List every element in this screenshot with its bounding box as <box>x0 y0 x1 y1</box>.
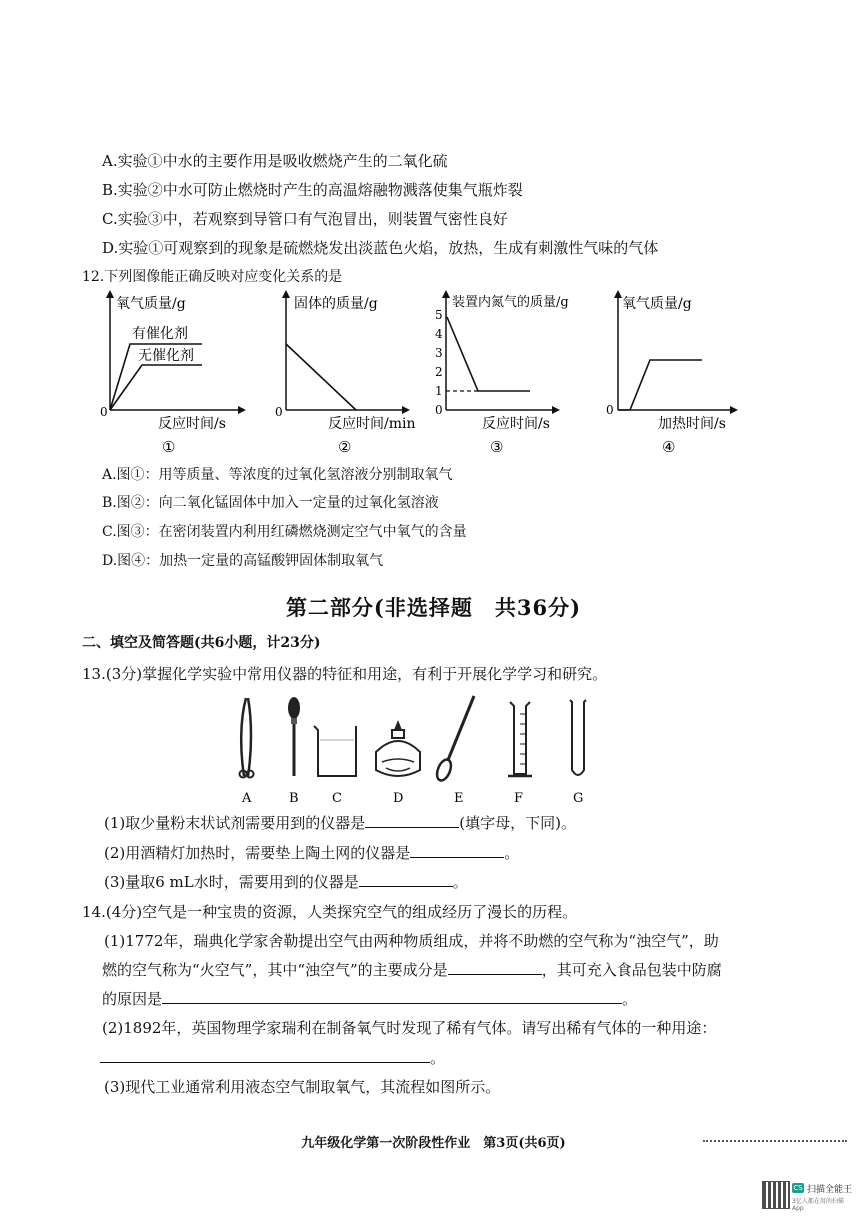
q13-sub1 <box>104 813 576 833</box>
q13-sub1-text: (1)取少量粉末状试剂需要用到的仪器是 <box>104 814 366 832</box>
chart-2-x-arrow <box>402 406 410 414</box>
q14-line2-rest: ，其可充入食品包装中防腐 <box>541 961 722 979</box>
chart-4-origin: 0 <box>606 403 614 417</box>
q14-line5-end: 。 <box>430 1049 446 1067</box>
chart-2-origin: 0 <box>275 405 283 419</box>
chart-3-series <box>447 317 530 391</box>
q14-line6: (3)现代工业通常利用液态空气制取氧气，其流程如图所示。 <box>104 1078 501 1096</box>
q14-line3-end: 。 <box>622 990 638 1008</box>
chart-1-xlabel: 反应时间/s <box>158 416 226 432</box>
chart-3-origin: 0 <box>435 403 443 417</box>
chart-1-series-no-catalyst <box>110 365 202 410</box>
instrument-label-b: B <box>289 791 299 806</box>
chart-4-y-arrow <box>614 290 622 298</box>
camscanner-logo-icon: CS <box>793 1184 803 1192</box>
instrument-label-g: G <box>573 791 584 806</box>
chart-3-ytick-2: 2 <box>435 365 443 379</box>
q14-line3 <box>102 989 637 1009</box>
chart-2-y-arrow <box>282 290 290 298</box>
q13-instruments-svg <box>226 690 626 810</box>
chart-2-caption: ② <box>338 438 352 456</box>
instrument-a-tongs-icon <box>240 698 254 778</box>
chart-1-series-label-catalyst: 有催化剂 <box>132 326 188 342</box>
q12-option-b: B.图②：向二氧化锰固体中加入一定量的过氧化氢溶液 <box>102 495 439 511</box>
scanner-watermark <box>762 1181 852 1217</box>
scanner-tagline: 3亿人都在用的扫描App <box>792 1198 844 1212</box>
qr-code-icon <box>762 1181 790 1209</box>
q12-stem: 12.下列图像能正确反映对应变化关系的是 <box>82 269 343 285</box>
chart-4-series <box>618 360 702 410</box>
page-footer: 九年级化学第一次阶段性作业 第3页(共6页) <box>301 1136 566 1151</box>
instrument-c-beaker-icon <box>314 726 356 776</box>
chart-3-caption: ③ <box>490 438 504 456</box>
q13-sub1-note: (填字母，下同)。 <box>459 814 576 832</box>
q14-line3-text: 的原因是 <box>102 990 163 1008</box>
chart-1-svg <box>98 288 248 458</box>
q13-sub3-text: (3)量取6 mL水时，需要用到的仪器是 <box>104 873 359 891</box>
q13-sub3 <box>104 872 468 892</box>
chart-1-series-label-no-catalyst: 无催化剂 <box>138 348 194 364</box>
instrument-d-alcohol-lamp-icon <box>376 720 420 776</box>
chart-1-x-arrow <box>238 406 246 414</box>
chart-3-ytick-4: 4 <box>435 327 443 341</box>
chart-1 <box>98 288 248 458</box>
q14-stem: 14.(4分)空气是一种宝贵的资源，人类探究空气的组成经历了漫长的历程。 <box>82 903 578 921</box>
q11-option-d: D.实验①可观察到的现象是硫燃烧发出淡蓝色火焰，放热，生成有刺激性气味的气体 <box>102 239 659 257</box>
chart-4-ylabel: 氧气质量/g <box>622 296 692 312</box>
q14-line2 <box>102 960 722 980</box>
q14-line4: (2)1892年，英国物理学家瑞利在制备氧气时发现了稀有气体。请写出稀有气体的一种用途： <box>102 1019 717 1037</box>
chart-3-ytick-1: 1 <box>435 384 443 398</box>
instrument-f-cylinder-icon <box>508 702 532 776</box>
instrument-b-dropper-icon <box>288 697 300 776</box>
chart-2-series <box>286 344 356 410</box>
q11-option-b: B.实验②中水可防止燃烧时产生的高温熔融物溅落使集气瓶炸裂 <box>102 181 523 199</box>
scanner-app-name: 扫描全能王 <box>807 1185 853 1195</box>
section-title: 第二部分(非选择题 共36分) <box>285 595 582 620</box>
chart-4 <box>600 288 750 458</box>
chart-3-y-arrow <box>442 290 450 298</box>
q13-sub2 <box>104 843 519 863</box>
q12-option-d: D.图④：加热一定量的高锰酸钾固体制取氧气 <box>102 553 384 569</box>
q11-option-a: A.实验①中水的主要作用是吸收燃烧产生的二氧化硫 <box>102 152 448 170</box>
part2-heading: 二、填空及简答题(共6小题，计23分) <box>82 635 321 651</box>
chart-4-x-arrow <box>730 406 738 414</box>
chart-4-svg <box>600 288 750 458</box>
q14-line1: (1)1772年，瑞典化学家舍勒提出空气由两种物质组成，并将不助燃的空气称为“浊空气”，助 <box>104 932 719 950</box>
instrument-label-c: C <box>332 791 342 806</box>
q13-sub2-answer-blank[interactable] <box>410 843 504 858</box>
instrument-label-e: E <box>454 791 464 806</box>
q14-reason-blank[interactable] <box>162 989 622 1004</box>
chart-1-ylabel: 氧气质量/g <box>116 296 186 312</box>
q13-sub1-answer-blank[interactable] <box>365 813 459 828</box>
q14-line2-text: 燃的空气称为“火空气”，其中“浊空气”的主要成分是 <box>102 961 448 979</box>
dotted-divider <box>703 1140 847 1142</box>
chart-3-x-arrow <box>552 406 560 414</box>
instrument-g-test-tube-icon <box>570 700 586 775</box>
instrument-label-a: A <box>242 791 252 806</box>
chart-3-ylabel: 装置内氮气的质量/g <box>452 295 569 310</box>
q13-sub2-end: 。 <box>504 844 520 862</box>
instrument-label-d: D <box>393 791 404 806</box>
chart-2 <box>270 288 420 458</box>
chart-3 <box>430 288 590 458</box>
chart-3-xlabel: 反应时间/s <box>482 416 550 432</box>
instrument-label-f: F <box>514 791 524 806</box>
chart-1-caption: ① <box>162 438 176 456</box>
chart-2-ylabel: 固体的质量/g <box>294 296 378 312</box>
chart-3-svg <box>430 288 590 458</box>
q12-option-c: C.图③：在密闭装置内利用红磷燃烧测定空气中氧气的含量 <box>102 524 467 540</box>
q12-option-a: A.图①：用等质量、等浓度的过氧化氢溶液分别制取氧气 <box>102 467 453 483</box>
instrument-e-spoon-icon <box>434 696 474 782</box>
q13-sub2-text: (2)用酒精灯加热时，需要垫上陶土网的仪器是 <box>104 844 411 862</box>
chart-3-ytick-5: 5 <box>435 308 443 322</box>
q13-sub3-end: 。 <box>452 873 468 891</box>
q11-option-c: C.实验③中，若观察到导管口有气泡冒出，则装置气密性良好 <box>102 210 508 228</box>
chart-4-caption: ④ <box>662 438 676 456</box>
q14-main-component-blank[interactable] <box>448 960 542 975</box>
chart-2-xlabel: 反应时间/min <box>328 416 416 432</box>
chart-1-origin: 0 <box>100 405 108 419</box>
q13-sub3-answer-blank[interactable] <box>359 872 453 887</box>
chart-3-ytick-3: 3 <box>435 346 443 360</box>
q14-line5 <box>100 1048 445 1068</box>
chart-2-svg <box>270 288 420 458</box>
q13-instruments <box>226 690 626 810</box>
q14-use-blank[interactable] <box>100 1048 430 1063</box>
chart-1-y-arrow <box>106 290 114 298</box>
q13-stem: 13.(3分)掌握化学实验中常用仪器的特征和用途，有利于开展化学学习和研究。 <box>82 665 608 683</box>
chart-4-xlabel: 加热时间/s <box>658 416 726 432</box>
